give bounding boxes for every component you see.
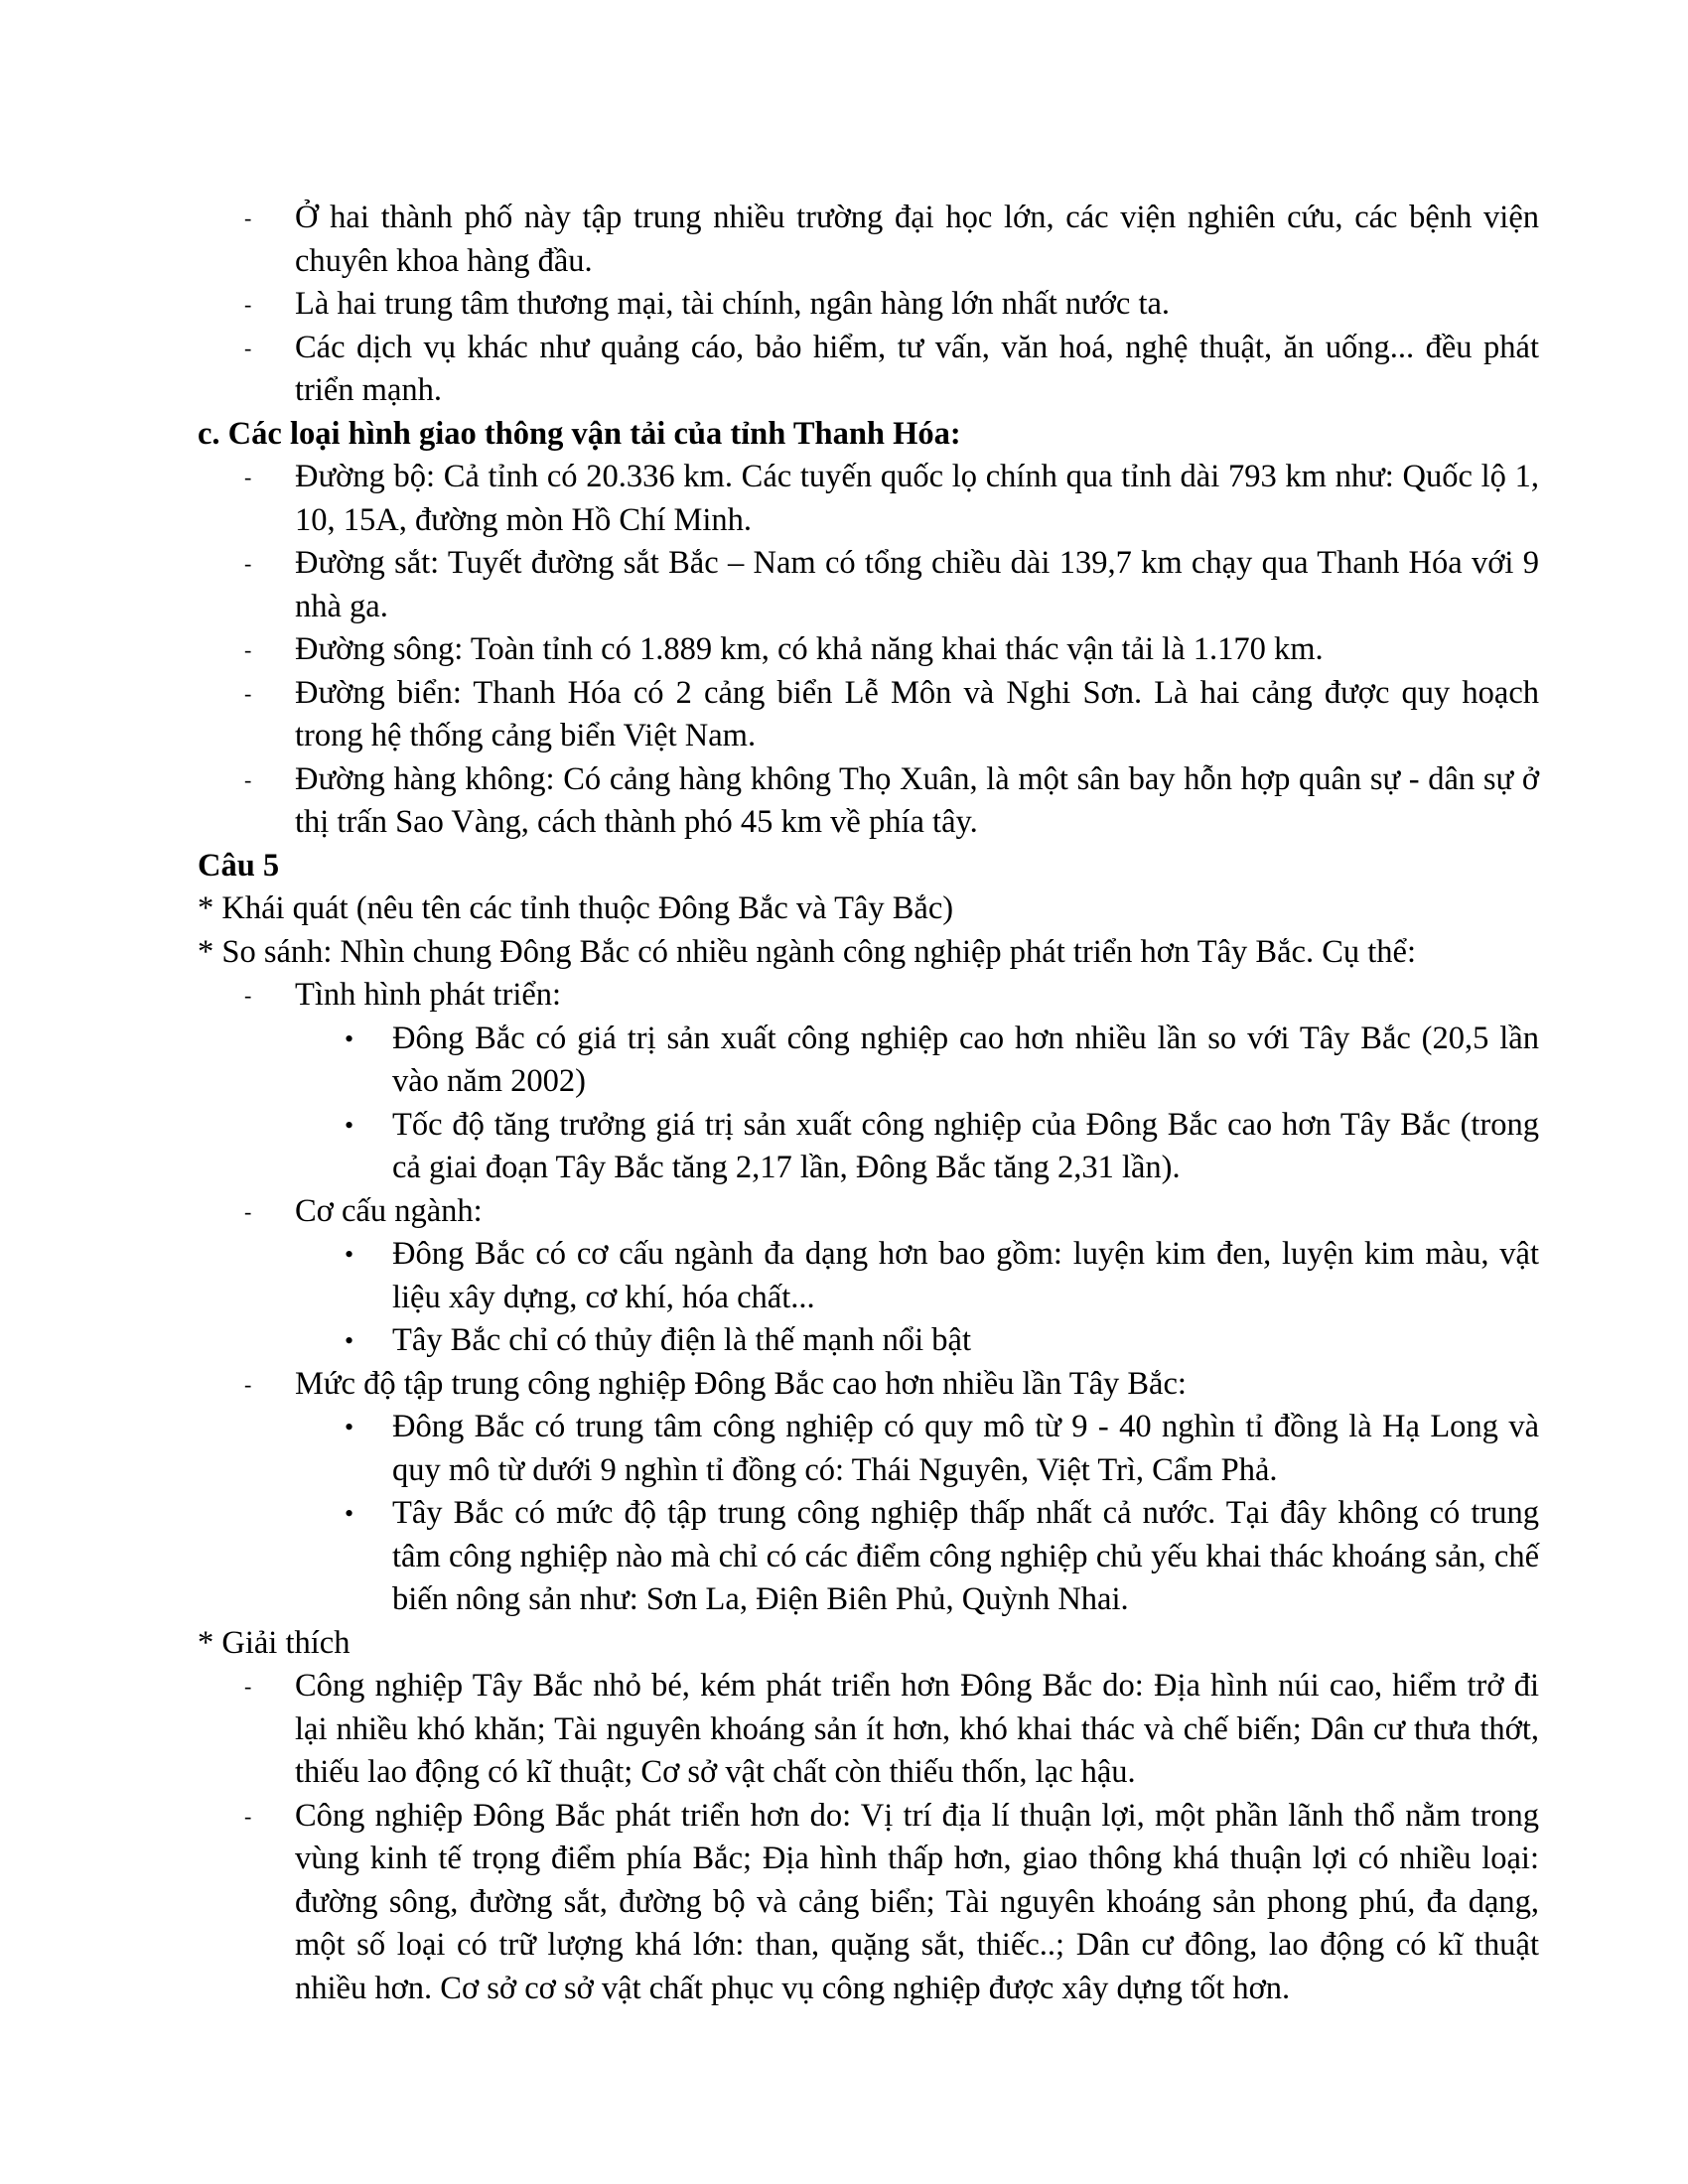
bullet-item (198, 1319, 1539, 1363)
bullet-item-text: Đông Bắc có trung tâm công nghiệp có quy mô từ 9 - 40 nghìn tỉ đồng là Hạ Long và quy mô từ dưới 9 nghìn tỉ đồng có: Thái Nguyên, Việt Trì, Cẩm Phả. (392, 1409, 1539, 1488)
dash-marker: - (244, 292, 252, 317)
group-label-text: Mức độ tập trung công nghiệp Đông Bắc cao hơn nhiều lần Tây Bắc: (295, 1365, 1187, 1402)
list-item (198, 542, 1539, 628)
dash-marker: - (244, 1674, 252, 1699)
cau5-heading: Câu 5 (198, 847, 280, 884)
group-label-text: Tình hình phát triển: (295, 977, 562, 1013)
list-item (198, 283, 1539, 327)
bullet-item (198, 1233, 1539, 1319)
bullet-item-text: Tây Bắc chỉ có thủy điện là thế mạnh nổi bật (392, 1322, 972, 1358)
bullet-marker: • (345, 1413, 354, 1441)
bullet-item (198, 1406, 1539, 1492)
group-label (198, 974, 1539, 1018)
bullet-item-text: Đông Bắc có giá trị sản xuất công nghiệp cao hơn nhiều lần so với Tây Bắc (20,5 lần vào năm 2002) (392, 1020, 1539, 1099)
bullet-marker: • (345, 1499, 354, 1528)
list-item (198, 456, 1539, 542)
list-item (198, 197, 1539, 283)
list-item (198, 672, 1539, 758)
bullet-marker: • (345, 1240, 354, 1269)
dash-marker: - (244, 335, 252, 360)
list-item (198, 758, 1539, 845)
group-label (198, 1190, 1539, 1234)
dash-marker: - (244, 205, 252, 230)
list-item-text: Đường sắt: Tuyết đường sắt Bắc – Nam có tổng chiều dài 139,7 km chạy qua Thanh Hóa với 9 nhà ga. (295, 545, 1539, 624)
bullet-item (198, 1104, 1539, 1190)
list-item-text: Công nghiệp Tây Bắc nhỏ bé, kém phát triển hơn Đông Bắc do: Địa hình núi cao, hiểm trở đi lại nhiều khó khăn; Tài nguyên khoáng sản ít hơn, khó khai thác và chế biến; Dân cư thưa thớt, thiếu lao động có kĩ thuật; Cơ sở vật chất còn thiếu thốn, lạc hậu. (295, 1668, 1539, 1790)
list-item (198, 327, 1539, 413)
section-c-heading: c. Các loại hình giao thông vận tải của tỉnh Thanh Hóa: (198, 415, 961, 452)
list-item-text: Công nghiệp Đông Bắc phát triển hơn do: Vị trí địa lí thuận lợi, một phần lãnh thổ nằm trong vùng kinh tế trọng điểm phía Bắc; Địa hình thấp hơn, giao thông khá thuận lợi có nhiều loại: đường sông, đường sắt, đường bộ và cảng biển; Tài nguyên khoáng sản phong phú, đa dạng, một số loại có trữ lượng khá lớn: than, quặng sắt, thiếc..; Dân cư đông, lao động có kĩ thuật nhiều hơn. Cơ sở cơ sở vật chất phục vụ công nghiệp được xây dựng tốt hơn. (295, 1797, 1539, 2006)
dash-marker: - (244, 1803, 252, 1829)
list-item-text: Là hai trung tâm thương mại, tài chính, ngân hàng lớn nhất nước ta. (295, 286, 1171, 322)
dash-marker: - (244, 1198, 252, 1224)
list-item (198, 1795, 1539, 2011)
khai-quat-line: * Khái quát (nêu tên các tỉnh thuộc Đông Bắc và Tây Bắc) (198, 890, 954, 926)
bullet-marker: • (345, 1110, 354, 1140)
dash-marker: - (244, 551, 252, 576)
list-item (198, 1665, 1539, 1795)
list-item-text: Các dịch vụ khác như quảng cáo, bảo hiểm, tư vấn, văn hoá, nghệ thuật, ăn uống... đều phát triển mạnh. (295, 329, 1539, 408)
list-item (198, 628, 1539, 672)
list-item-text: Ở hai thành phố này tập trung nhiều trường đại học lớn, các viện nghiên cứu, các bệnh viện chuyên khoa hàng đầu. (295, 200, 1539, 279)
list-item-text: Đường hàng không: Có cảng hàng không Thọ Xuân, là một sân bay hỗn hợp quân sự - dân sự ở thị trấn Sao Vàng, cách thành phó 45 km về phía tây. (295, 760, 1539, 840)
bullet-item (198, 1492, 1539, 1622)
dash-marker: - (244, 1371, 252, 1397)
so-sanh-line: * So sánh: Nhìn chung Đông Bắc có nhiều ngành công nghiệp phát triển hơn Tây Bắc. Cụ thể: (198, 933, 1416, 970)
bullet-item (198, 1018, 1539, 1104)
group-label-text: Cơ cấu ngành: (295, 1192, 483, 1229)
dash-marker: - (244, 983, 252, 1008)
giai-thich-line: * Giải thích (198, 1624, 351, 1661)
list-item-text: Đường sông: Toàn tỉnh có 1.889 km, có khả năng khai thác vận tải là 1.170 km. (295, 631, 1324, 667)
group-label (198, 1363, 1539, 1407)
bullet-marker: • (345, 1326, 354, 1355)
bullet-item-text: Tây Bắc có mức độ tập trung công nghiệp thấp nhất cả nước. Tại đây không có trung tâm công nghiệp nào mà chỉ có các điểm công nghiệp chủ yếu khai thác khoáng sản, chế biến nông sản như: Sơn La, Điện Biên Phủ, Quỳnh Nhai. (392, 1495, 1539, 1617)
list-item-text: Đường biển: Thanh Hóa có 2 cảng biển Lễ Môn và Nghi Sơn. Là hai cảng được quy hoạch trong hệ thống cảng biển Việt Nam. (295, 674, 1539, 753)
list-item-text: Đường bộ: Cả tỉnh có 20.336 km. Các tuyến quốc lọ chính qua tỉnh dài 793 km như: Quốc lộ 1, 10, 15A, đường mòn Hồ Chí Minh. (295, 459, 1539, 538)
dash-marker: - (244, 766, 252, 792)
bullet-item-text: Đông Bắc có cơ cấu ngành đa dạng hơn bao gồm: luyện kim đen, luyện kim màu, vật liệu xây dựng, cơ khí, hóa chất... (392, 1236, 1539, 1315)
dash-marker: - (244, 637, 252, 662)
bullet-marker: • (345, 1024, 354, 1053)
bullet-item-text: Tốc độ tăng trưởng giá trị sản xuất công nghiệp của Đông Bắc cao hơn Tây Bắc (trong cả giai đoạn Tây Bắc tăng 2,17 lần, Đông Bắc tăng 2,31 lần). (392, 1106, 1539, 1185)
dash-marker: - (244, 465, 252, 489)
dash-marker: - (244, 680, 252, 706)
